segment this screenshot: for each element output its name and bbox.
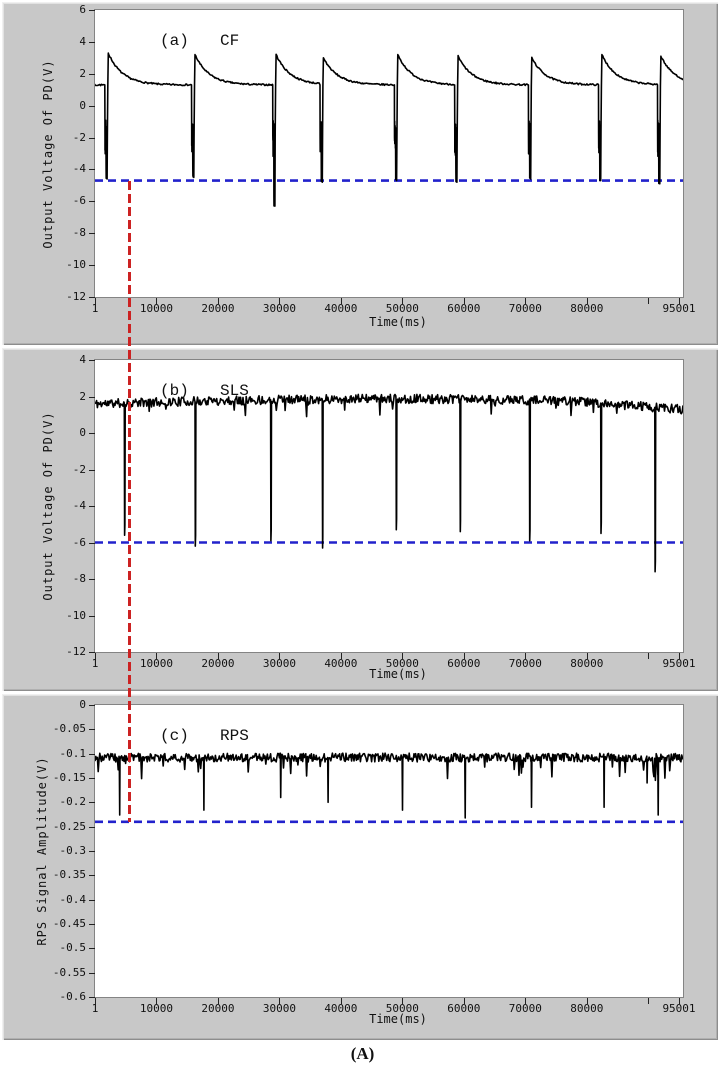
x-tick-label: 1 bbox=[91, 657, 99, 670]
y-tick-mark bbox=[89, 42, 95, 43]
y-tick-label: 4 bbox=[79, 353, 86, 366]
y-tick-mark bbox=[89, 397, 95, 398]
annotation-label-b: (b) bbox=[160, 382, 189, 400]
x-tick-label: 95001 bbox=[662, 302, 696, 315]
y-tick-label: -0.4 bbox=[59, 892, 86, 906]
y-axis-label-b: Output Voltage Of PD(V) bbox=[41, 411, 55, 601]
annotation-label-a: (a) bbox=[160, 32, 189, 50]
y-tick-mark bbox=[89, 851, 95, 852]
y-tick-mark bbox=[89, 729, 95, 730]
y-tick-label: 6 bbox=[79, 3, 86, 16]
signal-trace-b bbox=[95, 394, 683, 571]
x-tick-label: 10000 bbox=[139, 302, 174, 315]
y-axis-label-a: Output Voltage Of PD(V) bbox=[41, 59, 55, 249]
y-tick-mark bbox=[89, 924, 95, 925]
y-tick-label: 2 bbox=[79, 66, 86, 80]
x-tick-label: 60000 bbox=[447, 1002, 481, 1015]
y-tick-label: -8 bbox=[72, 226, 86, 240]
panel-b bbox=[2, 348, 718, 691]
x-tick-label: 60000 bbox=[447, 302, 481, 315]
x-tick-label: 60000 bbox=[447, 657, 481, 670]
y-tick-mark bbox=[89, 900, 95, 901]
x-tick-label: 10000 bbox=[139, 657, 174, 670]
x-tick-label: 70000 bbox=[508, 302, 542, 315]
x-tick-label: 50000 bbox=[385, 302, 419, 315]
y-tick-label: -2 bbox=[72, 130, 86, 144]
x-tick-label: 80000 bbox=[570, 1002, 604, 1015]
y-tick-label: -0.1 bbox=[59, 746, 86, 760]
y-tick-label: 4 bbox=[79, 34, 86, 48]
y-tick-mark bbox=[89, 106, 95, 107]
y-tick-label: -4 bbox=[72, 499, 86, 512]
y-tick-mark bbox=[89, 875, 95, 876]
y-tick-mark bbox=[89, 74, 95, 75]
y-tick-mark bbox=[89, 802, 95, 803]
y-tick-label: -0.05 bbox=[52, 722, 86, 736]
y-tick-label: -10 bbox=[66, 258, 86, 272]
signal-trace-a bbox=[95, 53, 683, 206]
y-tick-label: -10 bbox=[66, 608, 86, 622]
y-tick-mark bbox=[89, 973, 95, 974]
y-tick-label: 0 bbox=[79, 426, 86, 439]
y-tick-mark bbox=[89, 705, 95, 706]
waveform-a bbox=[95, 10, 683, 297]
panel-c bbox=[2, 694, 718, 1040]
y-tick-mark bbox=[89, 470, 95, 471]
y-tick-label: -6 bbox=[72, 194, 86, 208]
signal-trace-c bbox=[95, 753, 683, 818]
x-tick-label: 30000 bbox=[262, 302, 296, 315]
x-tick-label: 95001 bbox=[662, 1002, 696, 1015]
x-tick-label: 40000 bbox=[324, 1002, 358, 1015]
x-axis-label-b: Time(ms) bbox=[369, 667, 427, 681]
y-tick-mark bbox=[89, 138, 95, 139]
y-tick-label: -12 bbox=[66, 290, 86, 303]
y-tick-label: -6 bbox=[72, 535, 86, 549]
y-tick-mark bbox=[89, 360, 95, 361]
y-tick-label: -0.5 bbox=[59, 941, 86, 955]
y-tick-mark bbox=[89, 948, 95, 949]
x-tick-label: 20000 bbox=[201, 302, 235, 315]
x-tick-label: 50000 bbox=[385, 1002, 419, 1015]
x-tick-label: 70000 bbox=[508, 1002, 542, 1015]
x-tick-label: 50000 bbox=[385, 657, 419, 670]
x-axis-label-a: Time(ms) bbox=[369, 315, 427, 329]
y-tick-label: -12 bbox=[66, 645, 86, 658]
y-tick-label: 0 bbox=[79, 698, 86, 711]
x-tick-label: 30000 bbox=[262, 657, 296, 670]
y-tick-label: -0.45 bbox=[52, 917, 86, 930]
plot-area-a[interactable] bbox=[94, 9, 684, 298]
plot-area-b[interactable] bbox=[94, 359, 684, 653]
x-tick-label: 1 bbox=[91, 1002, 99, 1015]
y-tick-mark bbox=[89, 543, 95, 544]
x-tick-label: 80000 bbox=[570, 657, 604, 670]
y-tick-label: -2 bbox=[72, 462, 86, 476]
x-tick-label: 20000 bbox=[201, 1002, 235, 1015]
y-tick-label: -4 bbox=[72, 162, 86, 176]
plot-area-c[interactable] bbox=[94, 704, 684, 998]
x-tick-label: 95001 bbox=[662, 657, 696, 670]
figure-caption: (A) bbox=[350, 1044, 375, 1063]
red-marker-line bbox=[128, 181, 131, 822]
y-tick-mark bbox=[89, 506, 95, 507]
y-tick-label: -0.25 bbox=[52, 819, 86, 833]
y-tick-mark bbox=[89, 265, 95, 266]
x-axis-label-c: Time(ms) bbox=[369, 1012, 427, 1026]
y-tick-mark bbox=[89, 233, 95, 234]
y-tick-mark bbox=[89, 433, 95, 434]
x-tick-label: 1 bbox=[91, 302, 99, 315]
annotation-label-c: (c) bbox=[160, 727, 189, 745]
x-tick-label: 30000 bbox=[262, 1002, 296, 1015]
annotation-name-c: RPS bbox=[220, 727, 249, 745]
x-tick-label: 70000 bbox=[508, 657, 542, 670]
waveform-c bbox=[95, 705, 683, 997]
y-tick-label: 2 bbox=[79, 389, 86, 403]
y-tick-mark bbox=[89, 616, 95, 617]
y-tick-label: -0.55 bbox=[52, 965, 86, 979]
y-tick-label: -0.35 bbox=[52, 868, 86, 882]
annotation-name-a: CF bbox=[220, 32, 240, 50]
y-tick-label: -0.6 bbox=[59, 990, 86, 1003]
y-axis-label-c: RPS Signal Amplitude(V) bbox=[35, 756, 49, 946]
waveform-b bbox=[95, 360, 683, 652]
y-tick-mark bbox=[89, 10, 95, 11]
y-tick-label: -8 bbox=[72, 572, 86, 585]
y-tick-label: 0 bbox=[79, 98, 86, 112]
y-tick-mark bbox=[89, 201, 95, 202]
y-tick-mark bbox=[89, 754, 95, 755]
y-tick-label: -0.2 bbox=[59, 795, 86, 809]
y-tick-label: -0.15 bbox=[52, 771, 86, 784]
panel-a bbox=[2, 2, 718, 345]
y-tick-label: -0.3 bbox=[59, 844, 86, 857]
y-tick-mark bbox=[89, 827, 95, 828]
x-tick-label: 20000 bbox=[201, 657, 235, 670]
y-tick-mark bbox=[89, 169, 95, 170]
x-tick-label: 10000 bbox=[139, 1002, 174, 1015]
annotation-name-b: SLS bbox=[220, 382, 249, 400]
x-tick-label: 40000 bbox=[324, 657, 358, 670]
y-tick-mark bbox=[89, 579, 95, 580]
x-tick-label: 40000 bbox=[324, 302, 358, 315]
y-tick-mark bbox=[89, 778, 95, 779]
x-tick-label: 80000 bbox=[570, 302, 604, 315]
